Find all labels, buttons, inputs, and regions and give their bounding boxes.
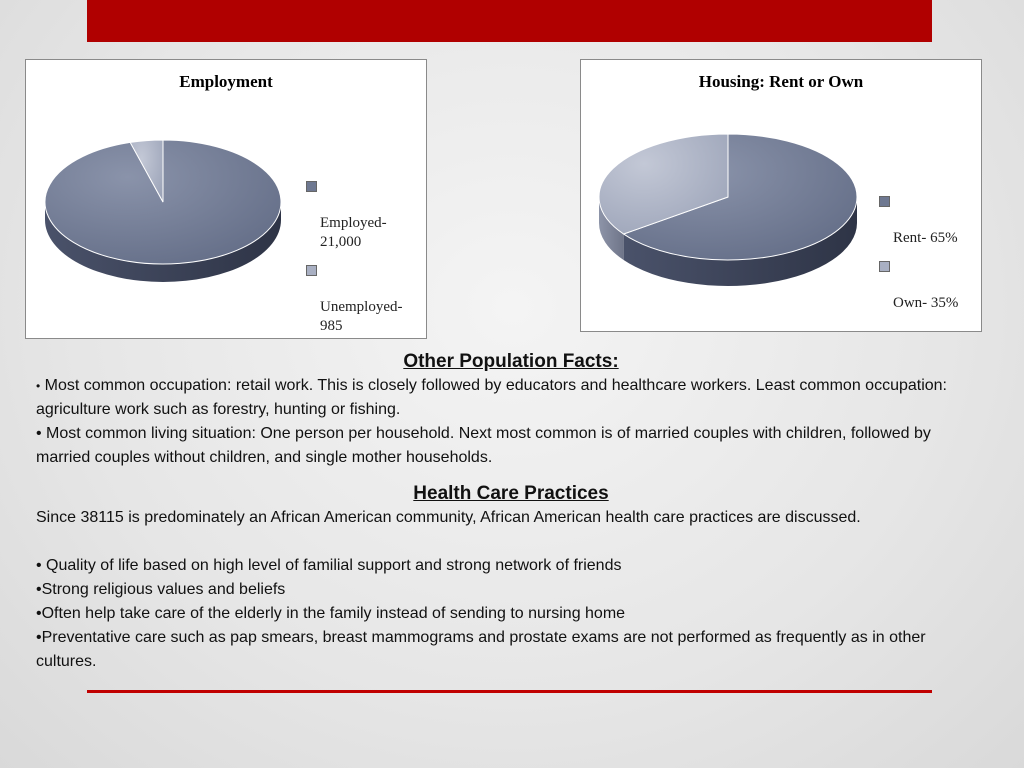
top-accent-bar <box>87 0 932 42</box>
population-facts-heading: Other Population Facts: <box>403 351 619 372</box>
legend-label-own: Own- 35% <box>893 295 959 311</box>
health-care-heading: Health Care Practices <box>413 483 609 504</box>
legend-item-unemployed <box>306 260 424 336</box>
legend-swatch-own <box>879 261 890 272</box>
employment-chart-title: Employment <box>179 72 273 91</box>
facts-bullet-occupation-text: Most common occupation: retail work. This is closely followed by educators and healthcare workers. Least common occupation: agriculture work such as forestry, hunting or fishing. <box>36 377 947 418</box>
health-bullet: •Strong religious values and beliefs <box>36 581 286 598</box>
legend-swatch-unemployed <box>306 265 317 276</box>
health-bullet: •Often help take care of the elderly in the family instead of sending to nursing home <box>36 605 626 622</box>
health-bullet: •Preventative care such as pap smears, breast mammograms and prostate exams are not performed as frequently as in other cultures. <box>36 629 926 670</box>
legend-label-rent: Rent- 65% <box>893 230 958 246</box>
bottom-accent-rule <box>87 690 932 693</box>
legend-swatch-rent <box>879 196 890 207</box>
housing-legend <box>879 191 979 321</box>
housing-chart-title: Housing: Rent or Own <box>698 72 864 91</box>
text-content <box>36 350 986 674</box>
legend-item-employed <box>306 176 424 252</box>
employment-chart <box>25 59 427 339</box>
facts-bullet-living: • Most common living situation: One person per household. Next most common is of married couples with children, followed by married couples without children, and single mother households. <box>36 425 931 466</box>
facts-bullet-occupation <box>36 374 986 422</box>
legend-item-rent <box>879 191 979 248</box>
legend-swatch-employed <box>306 181 317 192</box>
legend-label-employed: Employed- 21,000 <box>320 215 387 250</box>
employment-legend <box>306 176 424 344</box>
health-intro: Since 38115 is predominately an African American community, African American health care practices are discussed. <box>36 509 861 526</box>
legend-label-unemployed: Unemployed- 985 <box>320 299 403 334</box>
housing-chart <box>580 59 982 332</box>
health-bullet: • Quality of life based on high level of familial support and strong network of friends <box>36 557 622 574</box>
bullet-mark: • <box>36 379 41 393</box>
legend-item-own <box>879 256 979 313</box>
